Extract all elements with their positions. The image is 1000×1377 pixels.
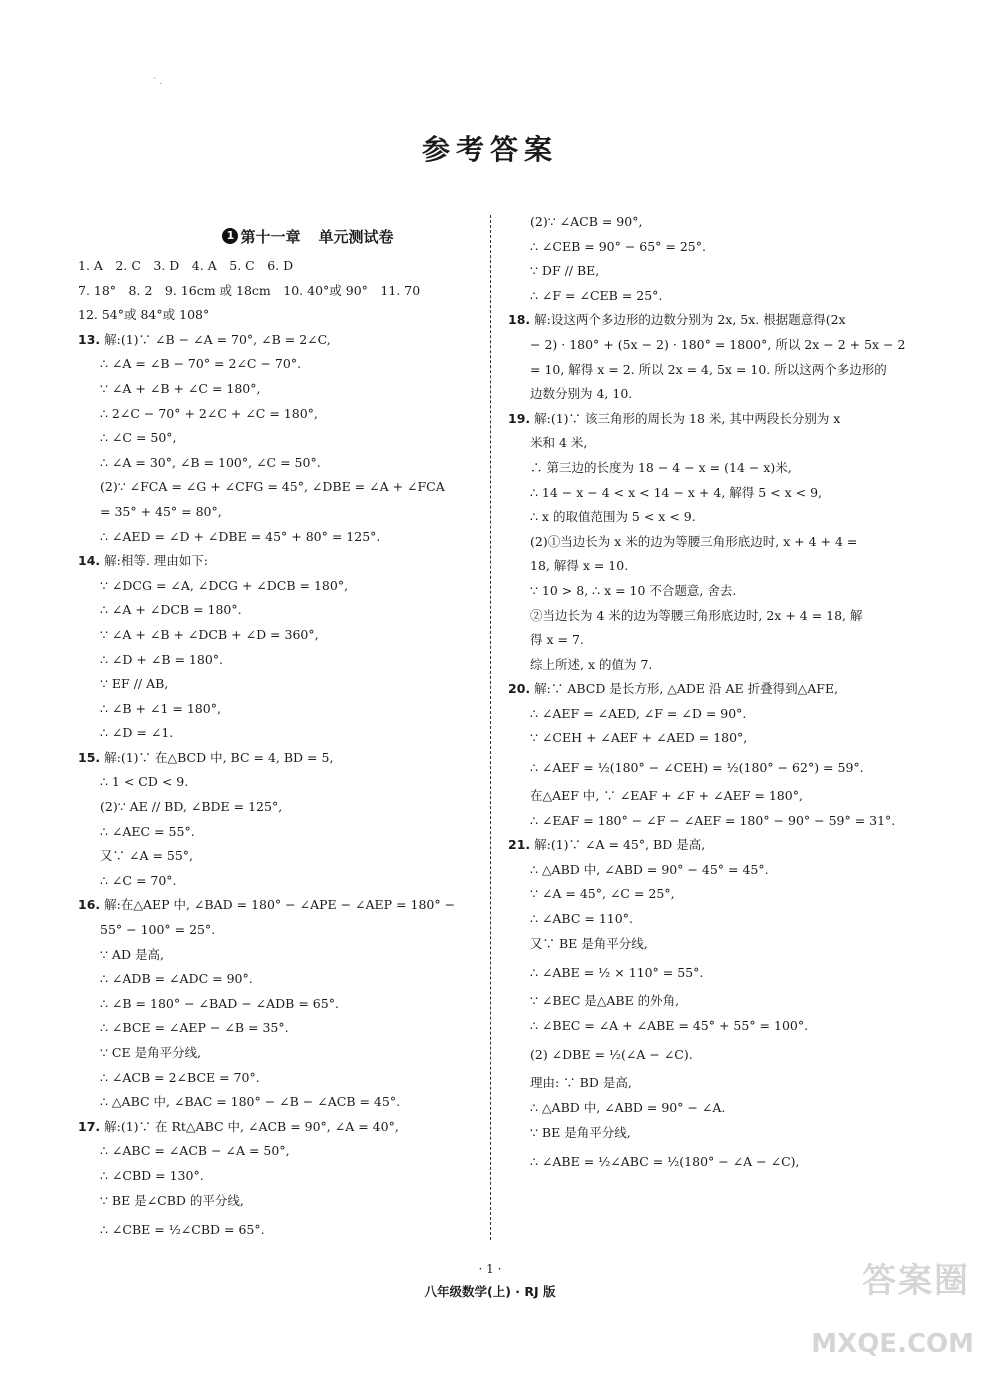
answer-text: ∴ 1 < CD < 9.	[100, 774, 189, 790]
answer-text: ∴ △ABD 中, ∠ABD = 90° − ∠A.	[530, 1100, 726, 1115]
answer-text: ∴ ∠D + ∠B = 180°.	[100, 651, 224, 667]
answer-text: = 35° + 45° = 80°,	[100, 503, 222, 519]
answer-line	[508, 1014, 918, 1039]
answer-text: ∵ AD 是高,	[100, 946, 164, 962]
answer-line	[78, 352, 478, 377]
answer-line	[78, 451, 478, 476]
answer-text: 7. 18° 8. 2 9. 16cm 或 18cm 10. 40°或 90° 11. 70	[78, 282, 421, 298]
answer-text: 12. 54°或 84°或 108°	[78, 307, 210, 323]
answer-line	[508, 809, 918, 834]
answer-text: ∵ ∠CEH + ∠AEF + ∠AED = 180°,	[530, 730, 748, 746]
answer-text: 米和 4 米,	[530, 435, 588, 451]
answer-text: 综上所述, x 的值为 7.	[530, 656, 653, 672]
answer-text: ∴ ∠AEF = ½(180° − ∠CEH) = ½(180° − 62°) = 59°.	[530, 760, 864, 776]
answer-line	[78, 426, 478, 451]
answer-text: ∵ CE 是角平分线,	[100, 1045, 202, 1060]
answer-line	[508, 259, 918, 284]
answer-line	[78, 1066, 478, 1091]
answer-line	[78, 893, 478, 918]
answer-text: ∴ ∠C = 70°.	[100, 872, 177, 888]
answer-line	[78, 598, 478, 623]
answer-line	[78, 475, 478, 500]
answer-text: 18, 解得 x = 10.	[530, 558, 629, 574]
page-number: · 1 ·	[478, 1262, 502, 1276]
answer-line	[78, 254, 478, 279]
answer-text: (2)∵ ∠ACB = 90°,	[530, 214, 643, 229]
watermark-top: 答案圈	[862, 1261, 970, 1301]
answer-text: ∴ ∠A = 30°, ∠B = 100°, ∠C = 50°.	[100, 454, 321, 470]
answer-text: ∴ ∠A + ∠DCB = 180°.	[100, 602, 242, 618]
answer-line	[508, 833, 918, 858]
answer-line	[508, 1038, 918, 1071]
answer-text: 解:相等. 理由如下:	[100, 553, 208, 569]
answer-line	[508, 653, 918, 678]
book-label: 八年级数学(上) · RJ 版	[424, 1284, 556, 1299]
answer-text: ∴ ∠C = 50°,	[100, 430, 177, 446]
answer-text: ∴ ∠A = ∠B − 70° = 2∠C − 70°.	[100, 356, 302, 372]
right-column	[508, 210, 918, 1178]
answer-line	[508, 481, 918, 506]
answer-line	[78, 279, 478, 304]
answer-line	[78, 1090, 478, 1115]
answer-line	[78, 943, 478, 968]
answer-text: ②当边长为 4 米的边为等腰三角形底边时, 2x + 4 = 18, 解	[530, 607, 863, 623]
answer-text: ∴ ∠ABE = ½ × 110° = 55°.	[530, 965, 704, 981]
answer-text: (2)①当边长为 x 米的边为等腰三角形底边时, x + 4 + 4 =	[530, 533, 858, 549]
answer-line	[508, 431, 918, 456]
answer-line	[508, 907, 918, 932]
answer-line	[78, 746, 478, 771]
answer-text: 又∵ BE 是角平分线,	[530, 935, 648, 951]
answer-text: ∴ ∠ACB = 2∠BCE = 70°.	[100, 1069, 260, 1085]
answer-line	[78, 820, 478, 845]
answer-line	[78, 697, 478, 722]
answer-text: 解:(1)∵ ∠A = 45°, BD 是高,	[530, 837, 706, 853]
answer-line	[78, 303, 478, 328]
answer-text: ∴ ∠ADB = ∠ADC = 90°.	[100, 971, 253, 987]
answer-line	[508, 333, 918, 358]
answer-text: ∴ ∠EAF = 180° − ∠F − ∠AEF = 180° − 90° − 59° = 31°.	[530, 812, 896, 828]
answer-text: ∵ DF // BE,	[530, 263, 600, 279]
answer-line	[78, 869, 478, 894]
answer-text: ∴ ∠B + ∠1 = 180°,	[100, 700, 221, 716]
answer-line	[508, 1096, 918, 1121]
answer-text: ∴ ∠CBE = ½∠CBD = 65°.	[100, 1222, 265, 1238]
question-number: 13.	[78, 331, 101, 347]
answer-line	[78, 967, 478, 992]
answer-text: 解:(1)∵ 在△BCD 中, BC = 4, BD = 5,	[100, 749, 334, 765]
answer-line	[78, 1016, 478, 1041]
answer-line	[508, 751, 918, 784]
answer-line	[78, 623, 478, 648]
answer-text: ∴ ∠CEB = 90° − 65° = 25°.	[530, 238, 706, 254]
answer-line	[508, 628, 918, 653]
left-answer-lines	[78, 254, 478, 1246]
answer-text: ∴ ∠ABC = 110°.	[530, 911, 633, 927]
answer-text: ∴ ∠B = 180° − ∠BAD − ∠ADB = 65°.	[100, 995, 339, 1011]
answer-line	[508, 858, 918, 883]
answer-line	[508, 882, 918, 907]
section-name: 单元测试卷	[318, 227, 394, 246]
answer-line	[78, 844, 478, 869]
answer-text: ∴ ∠AEF = ∠AED, ∠F = ∠D = 90°.	[530, 705, 747, 721]
answer-text: 边数分别为 4, 10.	[530, 386, 633, 402]
answer-text: 解:(1)∵ 该三角形的周长为 18 米, 其中两段长分别为 x	[530, 410, 841, 426]
answer-line	[78, 1189, 478, 1214]
watermark-bottom: MXQE.COM	[811, 1329, 974, 1359]
answer-line	[78, 1115, 478, 1140]
answer-text: ∵ 10 > 8, ∴ x = 10 不合题意, 舍去.	[530, 582, 737, 598]
answer-line	[508, 1071, 918, 1096]
answer-text: (2)∵ AE // BD, ∠BDE = 125°,	[100, 799, 283, 815]
answer-line	[508, 505, 918, 530]
answer-text: 解:设这两个多边形的边数分别为 2x, 5x. 根据题意得(2x	[530, 312, 846, 328]
answer-text: ∴ 第三边的长度为 18 − 4 − x = (14 − x)米,	[530, 459, 792, 475]
section-number-badge: 1	[222, 228, 238, 244]
answer-text: ∴ 2∠C − 70° + 2∠C + ∠C = 180°,	[100, 405, 318, 421]
question-number: 19.	[508, 410, 531, 426]
question-number: 15.	[78, 749, 101, 765]
answer-line	[78, 992, 478, 1017]
scan-speck: ` .	[153, 77, 163, 86]
answer-line	[508, 579, 918, 604]
answer-text: ∵ EF // AB,	[100, 676, 169, 692]
answer-line	[508, 784, 918, 809]
answer-text: ∵ BE 是∠CBD 的平分线,	[100, 1192, 244, 1208]
answer-line	[78, 770, 478, 795]
answer-line	[508, 382, 918, 407]
answer-line	[508, 702, 918, 727]
answer-line	[78, 918, 478, 943]
section-heading	[78, 222, 478, 250]
answer-text: ∵ ∠A + ∠B + ∠DCB + ∠D = 360°,	[100, 626, 319, 642]
answer-line	[508, 308, 918, 333]
question-number: 16.	[78, 897, 101, 913]
answer-line	[78, 328, 478, 353]
answer-text: 解:(1)∵ 在 Rt△ABC 中, ∠ACB = 90°, ∠A = 40°,	[100, 1118, 399, 1134]
answer-line	[78, 721, 478, 746]
question-number: 21.	[508, 837, 531, 853]
answer-line	[508, 604, 918, 629]
answer-text: (2) ∠DBE = ½(∠A − ∠C).	[530, 1047, 693, 1063]
answer-text: 得 x = 7.	[530, 632, 584, 648]
answer-text: ∵ ∠BEC 是△ABE 的外角,	[530, 993, 680, 1009]
answer-line	[508, 932, 918, 957]
answer-text: 又∵ ∠A = 55°,	[100, 848, 194, 864]
answer-text: ∵ ∠A + ∠B + ∠C = 180°,	[100, 380, 261, 396]
answer-text: ∴ ∠BCE = ∠AEP − ∠B = 35°.	[100, 1020, 289, 1036]
question-number: 18.	[508, 312, 531, 328]
column-divider	[490, 215, 491, 1240]
answer-line	[508, 210, 918, 235]
answer-text: ∴ △ABC 中, ∠BAC = 180° − ∠B − ∠ACB = 45°.	[100, 1094, 401, 1110]
answer-line	[78, 1041, 478, 1066]
answer-text: ∴ ∠ABE = ½∠ABC = ½(180° − ∠A − ∠C),	[530, 1154, 800, 1170]
section-chapter: 第十一章	[240, 227, 301, 246]
answer-line	[508, 1121, 918, 1146]
answer-text: ∵ ∠A = 45°, ∠C = 25°,	[530, 886, 675, 902]
answer-line	[508, 677, 918, 702]
answer-text: ∵ BE 是角平分线,	[530, 1124, 631, 1140]
answer-text: ∴ ∠BEC = ∠A + ∠ABE = 45° + 55° = 100°.	[530, 1017, 809, 1033]
answer-line	[78, 574, 478, 599]
answer-text: 解:∵ ABCD 是长方形, △ADE 沿 AE 折叠得到△AFE,	[530, 681, 839, 697]
answer-text: 1. A 2. C 3. D 4. A 5. C 6. D	[78, 258, 294, 273]
answer-text: ∴ ∠AEC = 55°.	[100, 823, 195, 839]
answer-line	[508, 530, 918, 555]
answer-text: ∴ ∠AED = ∠D + ∠DBE = 45° + 80° = 125°.	[100, 528, 381, 544]
answer-text: ∴ △ABD 中, ∠ABD = 90° − 45° = 45°.	[530, 861, 769, 877]
answer-line	[508, 456, 918, 481]
answer-line	[78, 648, 478, 673]
question-number: 17.	[78, 1118, 101, 1134]
answer-text: (2)∵ ∠FCA = ∠G + ∠CFG = 45°, ∠DBE = ∠A + ∠FCA	[100, 479, 445, 495]
answer-line	[78, 549, 478, 574]
answer-text: ∴ x 的取值范围为 5 < x < 9.	[530, 509, 696, 525]
answer-line	[78, 1139, 478, 1164]
answer-line	[508, 1145, 918, 1178]
answer-line	[508, 284, 918, 309]
answer-line	[508, 358, 918, 383]
question-number: 20.	[508, 681, 531, 697]
answer-line	[78, 795, 478, 820]
right-answer-lines	[508, 210, 918, 1178]
watermark-logo	[798, 1245, 978, 1365]
answer-text: ∵ ∠DCG = ∠A, ∠DCG + ∠DCB = 180°,	[100, 577, 349, 593]
page-title: 参考答案	[421, 133, 558, 166]
answer-line	[508, 554, 918, 579]
answer-text: = 10, 解得 x = 2. 所以 2x = 4, 5x = 10. 所以这两个多边形的	[530, 361, 887, 377]
answer-line	[78, 1164, 478, 1189]
answer-text: ∴ 14 − x − 4 < x < 14 − x + 4, 解得 5 < x < 9,	[530, 484, 823, 500]
answer-line	[78, 525, 478, 550]
answer-text: − 2) · 180° + (5x − 2) · 180° = 1800°, 所以 2x − 2 + 5x − 2	[530, 336, 906, 352]
answer-line	[508, 989, 918, 1014]
answer-line	[508, 956, 918, 989]
answer-line	[508, 407, 918, 432]
question-number: 14.	[78, 553, 101, 569]
left-column	[78, 222, 478, 1246]
answer-line	[508, 235, 918, 260]
answer-line	[78, 377, 478, 402]
answer-line	[508, 726, 918, 751]
answer-text: 在△AEF 中, ∵ ∠EAF + ∠F + ∠AEF = 180°,	[530, 788, 803, 804]
answer-text: ∴ ∠D = ∠1.	[100, 725, 174, 741]
answer-text: 解:在△AEP 中, ∠BAD = 180° − ∠APE − ∠AEP = 180° −	[100, 897, 456, 913]
answer-text: ∴ ∠F = ∠CEB = 25°.	[530, 287, 663, 303]
answer-text: 理由: ∵ BD 是高,	[530, 1075, 632, 1091]
answer-line	[78, 402, 478, 427]
answer-line	[78, 1213, 478, 1246]
answer-line	[78, 672, 478, 697]
answer-text: 55° − 100° = 25°.	[100, 922, 216, 938]
answer-line	[78, 500, 478, 525]
answer-text: 解:(1)∵ ∠B − ∠A = 70°, ∠B = 2∠C,	[100, 331, 331, 347]
answer-text: ∴ ∠ABC = ∠ACB − ∠A = 50°,	[100, 1143, 290, 1159]
answer-text: ∴ ∠CBD = 130°.	[100, 1167, 204, 1183]
